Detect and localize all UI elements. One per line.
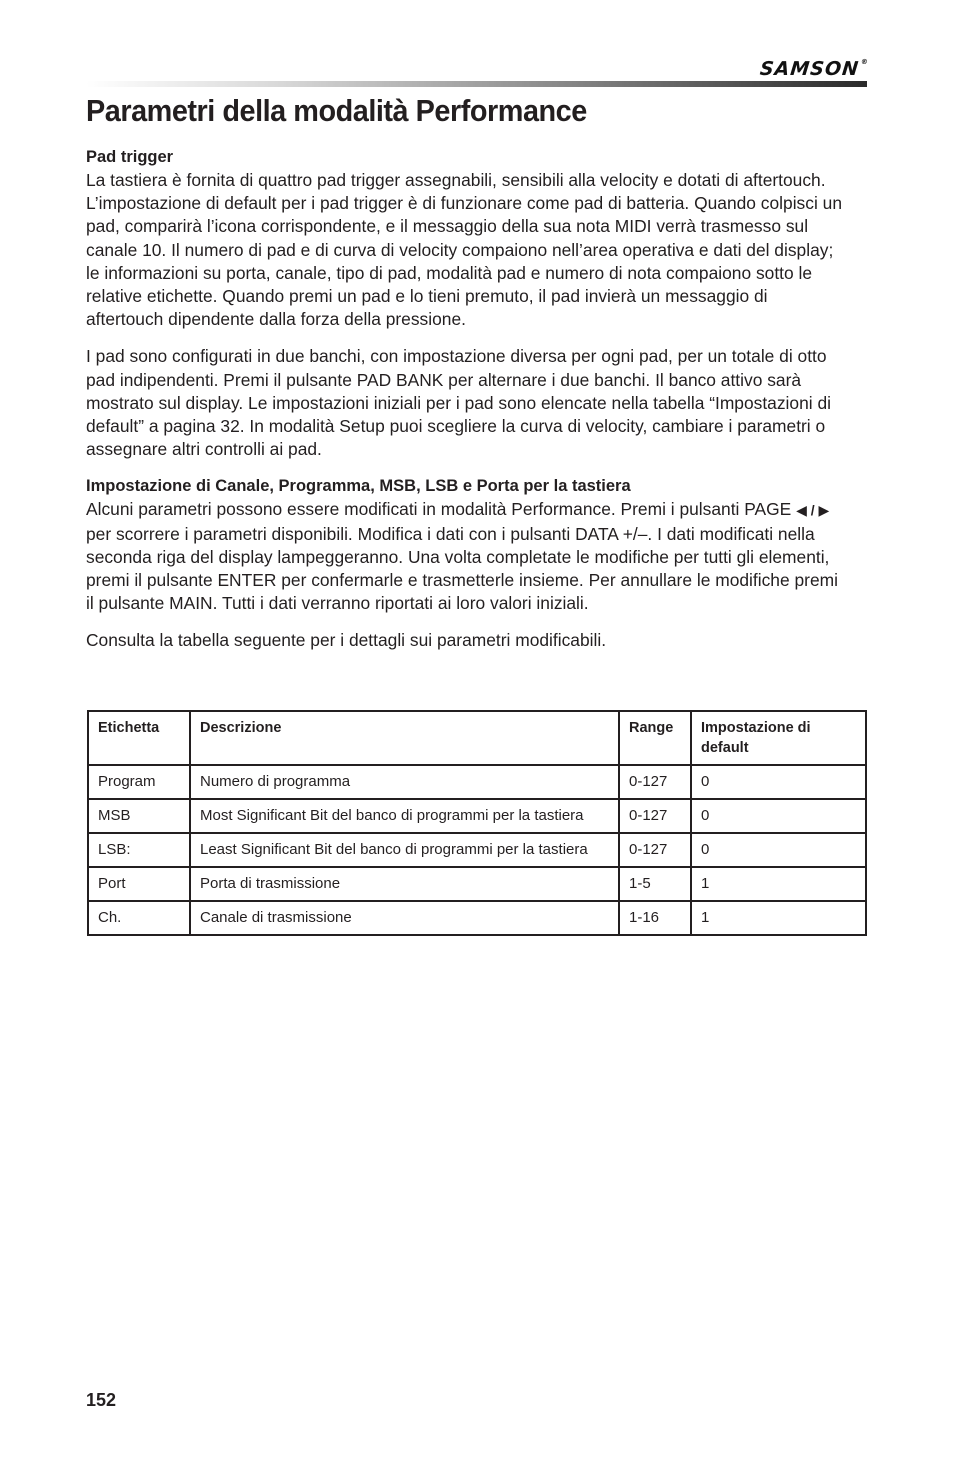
paragraph-text-part-a: Alcuni parametri possono essere modificati in modalità Performance. Premi i pulsanti PAGE xyxy=(86,499,797,520)
cell-range: 1-16 xyxy=(619,901,691,935)
cell-default: 1 xyxy=(691,901,866,935)
cell-description: Least Significant Bit del banco di programmi per la tastiera xyxy=(190,833,619,867)
section-heading-keyboard-settings: Impostazione di Canale, Programma, MSB, LSB e Porta per la tastiera xyxy=(86,477,631,496)
cell-label: LSB: xyxy=(88,833,190,867)
cell-description: Numero di programma xyxy=(190,765,619,799)
cell-description: Porta di trasmissione xyxy=(190,867,619,901)
paragraph-pad-trigger-2: I pad sono configurati in due banchi, con impostazione diversa per ogni pad, per un totale di otto pad indipendenti. Premi il pulsante PAD BANK per alternare i due banchi. Il banco attivo sarà mostrato sul display. Le impostazioni iniziali per i pad sono elencate nella tabella “Impostazioni di default” a pagina 32. In modalità Setup puoi scegliere la curva di velocity, cambiare i parametri o assegnare altri controlli ai pad. xyxy=(86,346,831,460)
header-etichetta: Etichetta xyxy=(88,711,190,765)
cell-range: 0-127 xyxy=(619,799,691,833)
cell-default: 0 xyxy=(691,833,866,867)
paragraph-keyboard-settings xyxy=(86,498,846,615)
parameters-table xyxy=(87,710,867,936)
cell-label: Port xyxy=(88,867,190,901)
content-body xyxy=(86,146,846,667)
cell-default: 0 xyxy=(691,765,866,799)
cell-label: Program xyxy=(88,765,190,799)
cell-description: Most Significant Bit del banco di programmi per la tastiera xyxy=(190,799,619,833)
cell-description: Canale di trasmissione xyxy=(190,901,619,935)
table-row xyxy=(88,867,866,901)
paragraph-text-part-b: per scorrere i parametri disponibili. Modifica i dati con i pulsanti DATA +/–. I dati modificati nella seconda riga del display lampeggeranno. Una volta completate le modifiche per tutti gli elementi, premi il pulsante ENTER per confermarle e trasmetterle insieme. Per annullare le modifiche premi il pulsante MAIN. Tutti i dati verranno riportati ai loro valori iniziali. xyxy=(86,523,838,614)
cell-range: 0-127 xyxy=(619,765,691,799)
samson-logo: SAMSON® xyxy=(758,58,870,80)
paragraph-table-intro: Consulta la tabella seguente per i dettagli sui parametri modificabili. xyxy=(86,630,607,651)
table-row xyxy=(88,765,866,799)
table-row xyxy=(88,833,866,867)
cell-range: 0-127 xyxy=(619,833,691,867)
page-number: 152 xyxy=(86,1390,117,1410)
page-arrows-icon: ◀ / ▶ xyxy=(796,502,830,519)
table-row xyxy=(88,799,866,833)
table-row xyxy=(88,901,866,935)
cell-range: 1-5 xyxy=(619,867,691,901)
table-header-row xyxy=(88,711,866,765)
cell-label: Ch. xyxy=(88,901,190,935)
header-range: Range xyxy=(619,711,691,765)
page-title: Parametri della modalità Performance xyxy=(86,93,587,128)
header-gradient-bar xyxy=(86,81,867,87)
header-descrizione: Descrizione xyxy=(190,711,619,765)
brand-name: SAMSON xyxy=(758,58,861,80)
section-heading-pad-trigger: Pad trigger xyxy=(86,148,174,166)
cell-default: 1 xyxy=(691,867,866,901)
paragraph-pad-trigger-1: La tastiera è fornita di quattro pad trigger assegnabili, sensibili alla velocity e dotati di aftertouch. L’impostazione di default per i pad trigger è di funzionare come pad di batteria. Quando colpisci un pad, comparirà l’icona corrispondente, e il messaggio della sua nota MIDI verrà trasmesso sul canale 10. Il numero di pad e di curva di velocity compaiono nell’area operativa e dati del display; le informazioni su porta, canale, tipo di pad, modalità pad e numero di nota compaiono sotto le relative etichette. Quando premi un pad e lo tieni premuto, il pad invierà un messaggio di aftertouch dipendente dalla forza della pressione. xyxy=(86,170,842,330)
cell-default: 0 xyxy=(691,799,866,833)
header-default: Impostazione di default xyxy=(691,711,866,765)
cell-label: MSB xyxy=(88,799,190,833)
